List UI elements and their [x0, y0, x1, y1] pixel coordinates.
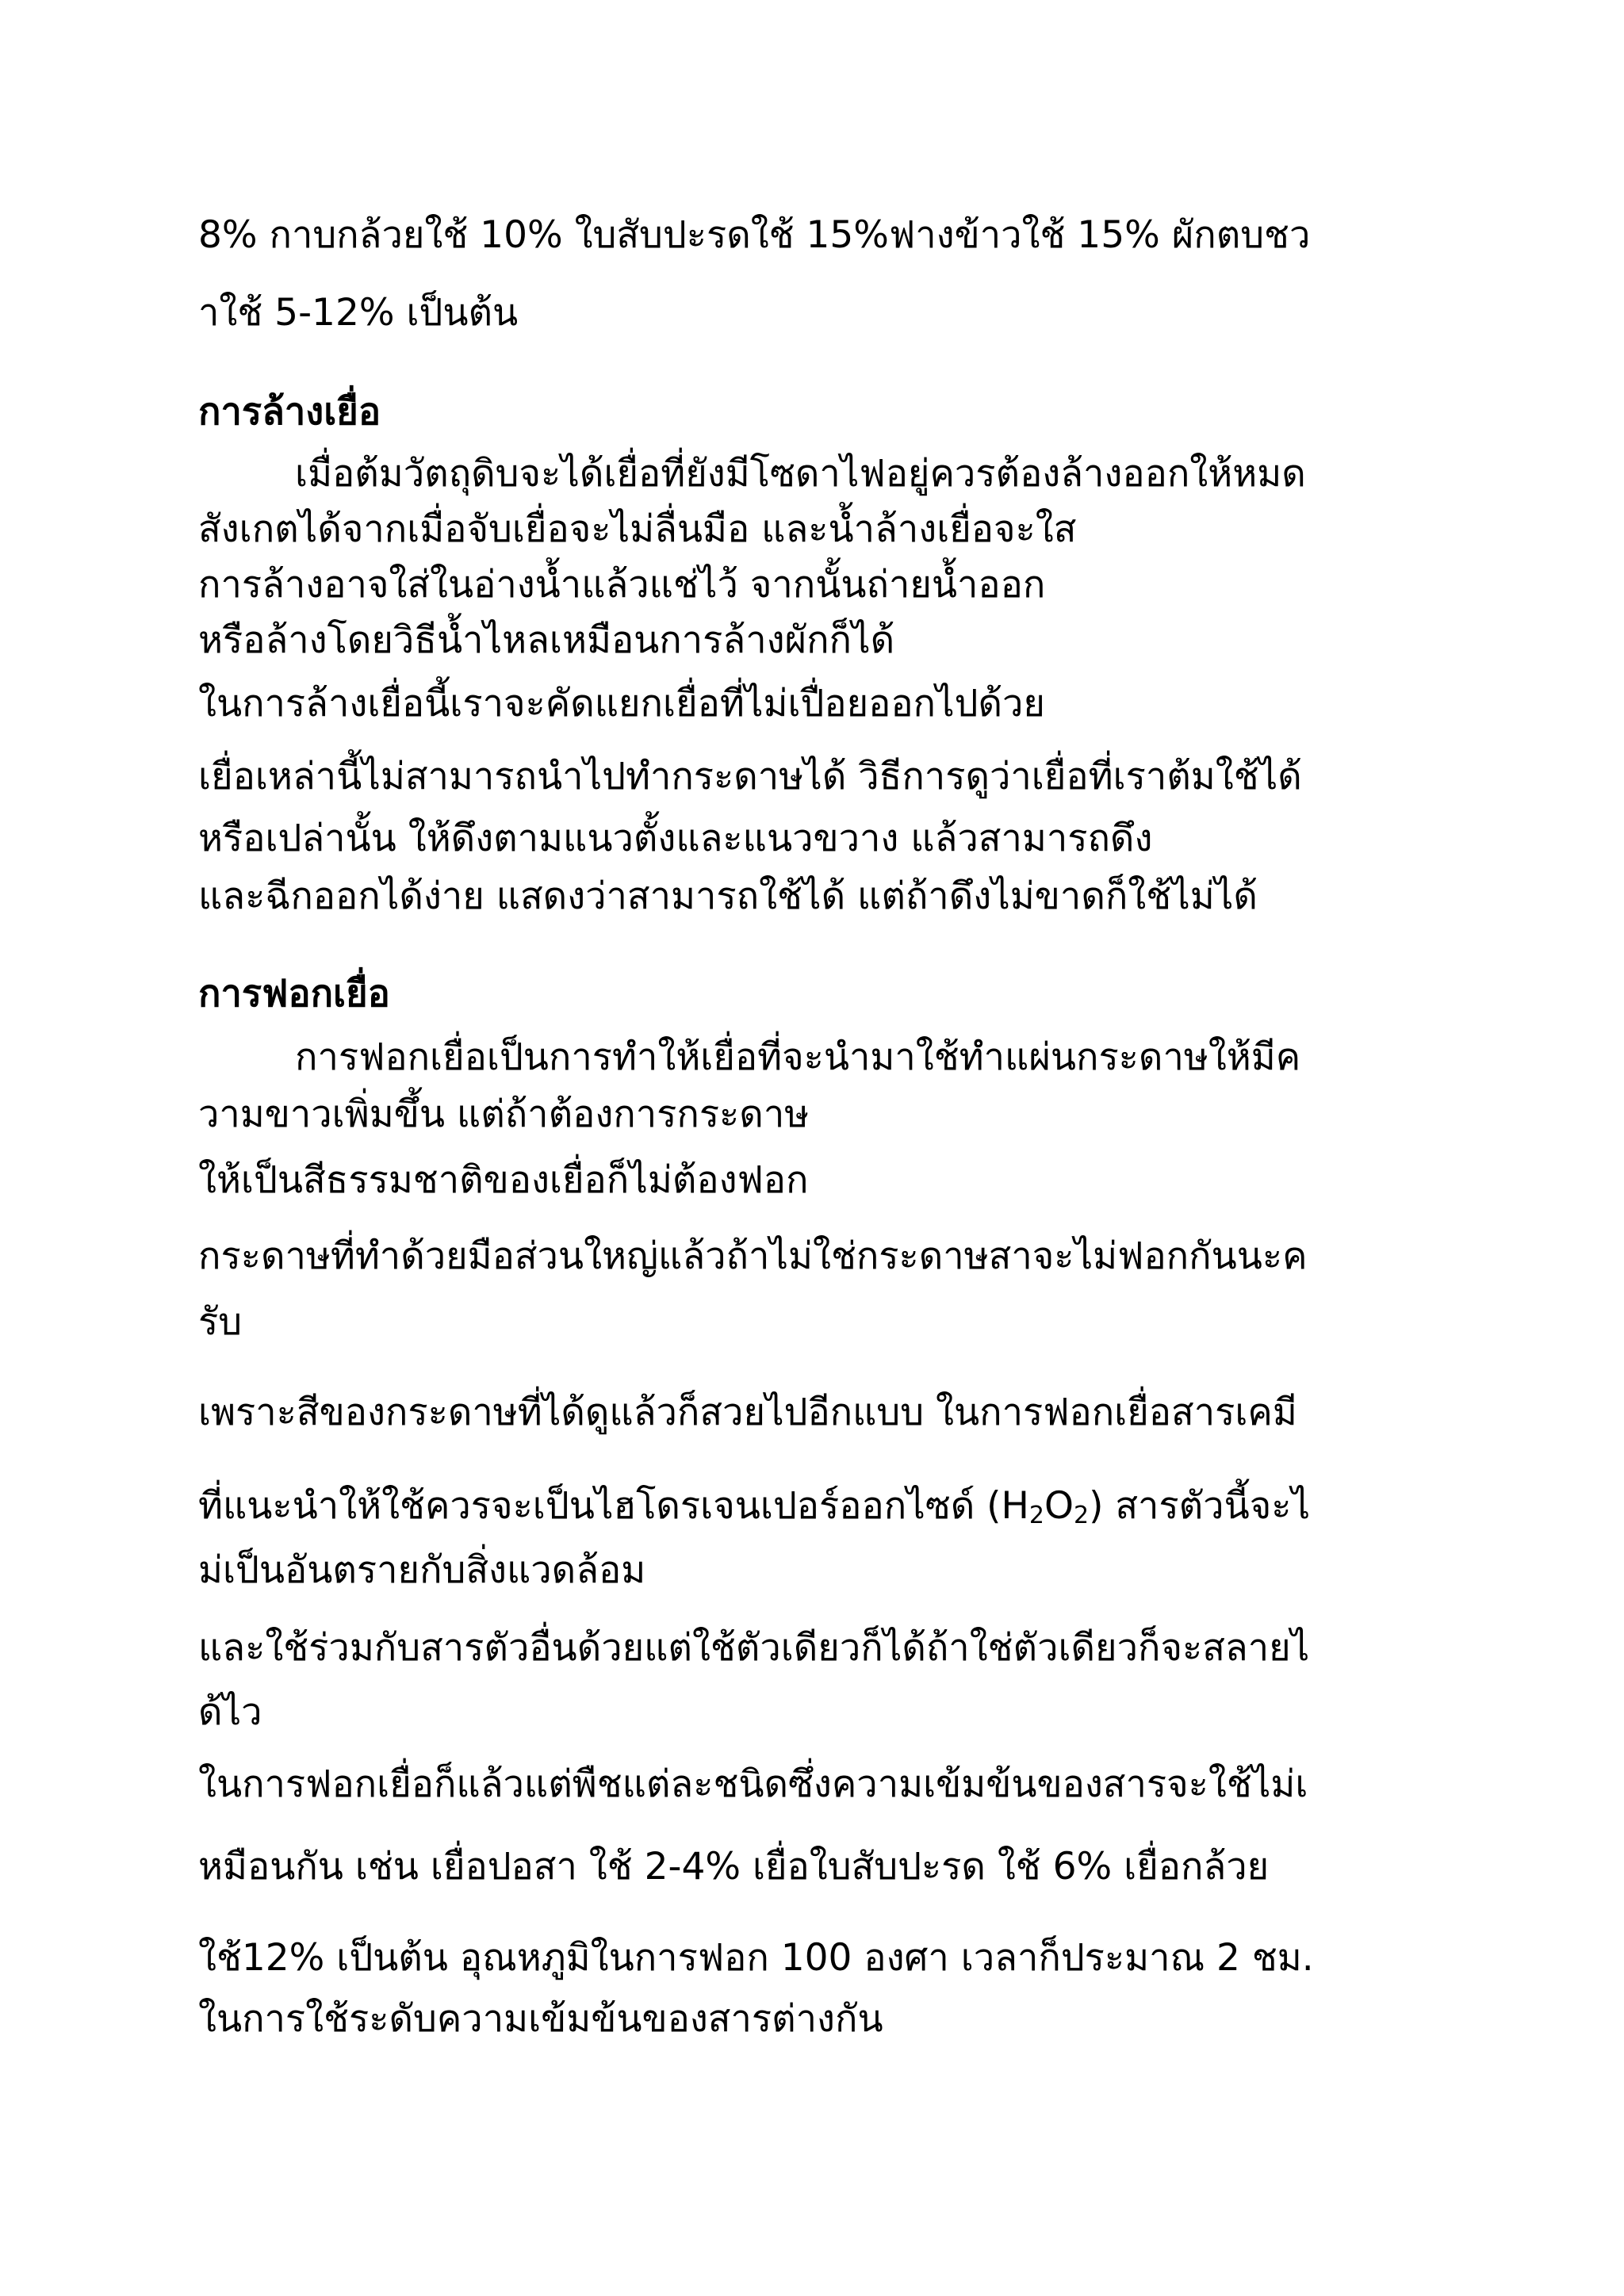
bleaching-line-10: ด้ไว — [198, 1690, 262, 1734]
bleaching-line-2: วามขาวเพิ่มขึ้น แต่ถ้าต้องการกระดาษ — [198, 1093, 810, 1136]
bleaching-line-11: ในการฟอกเยื่อก็แล้วแต่พืชแต่ละชนิดซึ่งความเข้มข้นของสารจะใช้ไม่เ — [198, 1762, 1308, 1806]
bleaching-line-12: หมือนกัน เช่น เยื่อปอสา ใช้ 2-4% เยื่อใบสับปะรด ใช้ 6% เยื่อกล้วย — [198, 1845, 1270, 1888]
bleaching-line-4: กระดาษที่ทำด้วยมือส่วนใหญ่แล้วถ้าไม่ใช่กระดาษสาจะไม่ฟอกกันนะค — [198, 1234, 1308, 1278]
washing-line-6: เยื่อเหล่านี้ไม่สามารถนำไปทำกระดาษได้ วิธีการดูว่าเยื่อที่เราต้มใช้ได้ — [198, 755, 1302, 798]
washing-line-8: และฉีกออกได้ง่าย แสดงว่าสามารถใช้ได้ แต่ถ้าดึงไม่ขาดก็ใช้ไม่ได้ — [198, 874, 1258, 918]
bleaching-line-5: รับ — [198, 1300, 243, 1344]
chemical-subscript-2: 2 — [1073, 1502, 1090, 1529]
washing-line-4: หรือล้างโดยวิธีน้ำไหลเหมือนการล้างผักก็ได้ — [198, 618, 895, 662]
washing-line-7: หรือเปล่านั้น ให้ดึงตามแนวตั้งและแนวขวาง แล้วสามารถดึง — [198, 817, 1153, 860]
washing-line-3: การล้างอาจใส่ในอ่างน้ำแล้วแช่ไว้ จากนั้นถ่ายน้ำออก — [198, 563, 1046, 607]
chemical-line-text-pre: ที่แนะนำให้ใช้ควรจะเป็นไฮโดรเจนเปอร์ออกไซด์ (H — [198, 1484, 1029, 1528]
bleaching-line-9: และใช้ร่วมกับสารตัวอื่นด้วยแต่ใช้ตัวเดียวก็ได้ถ้าใช่ตัวเดียวก็จะสลายไ — [198, 1626, 1310, 1670]
chemical-line-text-post: ) สารตัวนี้จะไ — [1089, 1484, 1311, 1528]
bleaching-line-1: การฟอกเยื่อเป็นการทำให้เยื่อที่จะนำมาใช้ทำแผ่นกระดาษให้มีค — [295, 1035, 1301, 1079]
bleaching-chemical-line — [198, 1483, 1310, 1530]
section-heading-bleaching: การฟอกเยื่อ — [198, 972, 390, 1016]
chemical-subscript-1: 2 — [1028, 1502, 1044, 1529]
washing-line-1: เมื่อต้มวัตถุดิบจะได้เยื่อที่ยังมีโซดาไฟอยู่ควรต้องล้างออกให้หมด — [295, 452, 1306, 496]
intro-line-1: 8% กาบกล้วยใช้ 10% ใบสับปะรดใช้ 15%ฟางข้าวใช้ 15% ผักตบชว — [198, 213, 1311, 257]
bleaching-line-8: ม่เป็นอันตรายกับสิ่งแวดล้อม — [198, 1548, 646, 1592]
washing-line-5: ในการล้างเยื่อนี้เราจะคัดแยกเยื่อที่ไม่เปื่อยออกไปด้วย — [198, 682, 1045, 725]
intro-line-2: าใช้ 5-12% เป็นต้น — [198, 291, 519, 335]
washing-line-2: สังเกตได้จากเมื่อจับเยื่อจะไม่ลื่นมือ และน้ำล้างเยื่อจะใส — [198, 507, 1077, 551]
bleaching-line-13: ใช้12% เป็นต้น อุณหภูมิในการฟอก 100 องศา เวลาก็ประมาณ 2 ชม. — [198, 1936, 1314, 1980]
bleaching-line-6: เพราะสีของกระดาษที่ได้ดูแล้วก็สวยไปอีกแบบ ในการฟอกเยื่อสารเคมี — [198, 1391, 1297, 1434]
bleaching-line-3: ให้เป็นสีธรรมชาติของเยื่อก็ไม่ต้องฟอก — [198, 1158, 809, 1202]
bleaching-line-14: ในการใช้ระดับความเข้มข้นของสารต่างกัน — [198, 1997, 883, 2041]
chemical-line-text-mid: O — [1044, 1484, 1074, 1528]
section-heading-washing: การล้างเยื่อ — [198, 390, 381, 434]
